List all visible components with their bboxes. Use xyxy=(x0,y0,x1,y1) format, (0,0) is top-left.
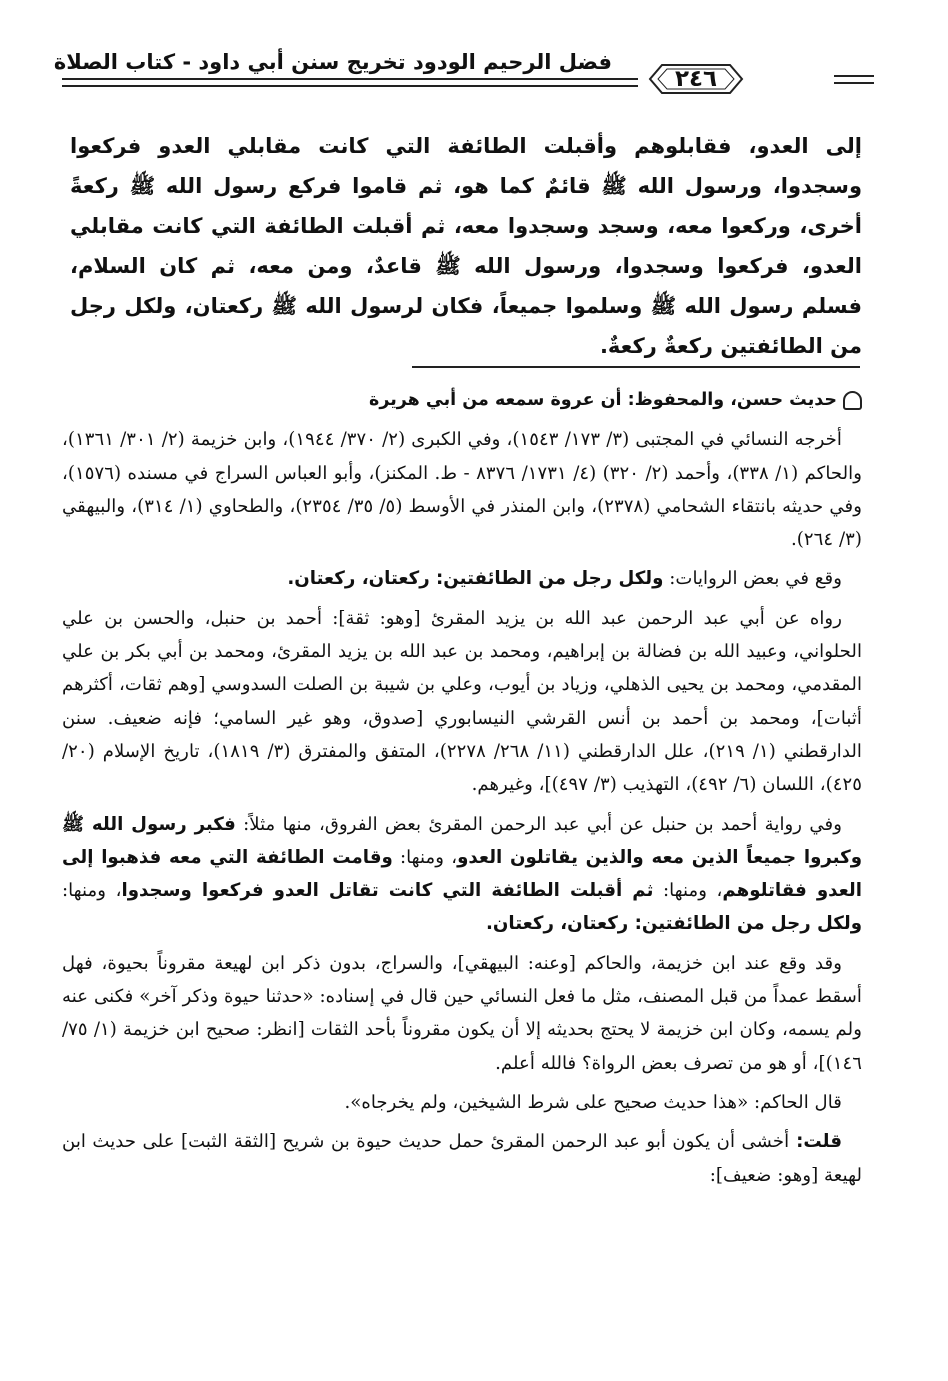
variant-quote: ولكل رجل من الطائفتين: ركعتان، ركعتان. xyxy=(485,913,862,935)
grade-line xyxy=(62,384,862,417)
ahmad-variant-paragraph xyxy=(62,808,862,941)
ahmad-variant-lead: وفي رواية أحمد بن حنبل عن أبي عبد الرحمن المقرئ بعض الفروق، منها مثلاً: xyxy=(235,813,843,835)
author-note-text: أخشى أن يكون أبو عبد الرحمن المقرئ حمل حديث حيوة بن شريح [الثقة الثبت] على حديث ابن لهيعة [وهو: ضعيف]: xyxy=(62,1131,862,1186)
narrators-paragraph: رواه عن أبي عبد الرحمن عبد الله بن يزيد المقرئ [وهو: ثقة]: أحمد بن حنبل، والحسن بن علي الحلواني، وعبيد الله بن فضالة بن إبراهيم، ومحمد بن عبد الله بن يزيد المقرئ، ومحمد بن أبي بكر بن علي المقدمي، ومحمد بن يحيى الذهلي، وزياد بن أيوب، وعلي بن شيبة بن الصلت السدوسي [وهم ثقات، أكثرهم أثبات]، ومحمد بن أحمد بن أنس القرشي النيسابوري [صدوق، وهو غير السامي؛ فإنه ضعيف. سنن الدارقطني (١/ ٢١٩)، علل الدارقطني (١١/ ٢٦٨/ ٢٢٧٨)، المتفق والمفترق (٣/ ١٨١٩)، تاريخ الإسلام (٢٠/ ٤٢٥)، اللسان (٦/ ٤٩٢)، التهذيب (٣/ ٤٩٧)]، وغيرهم. xyxy=(62,607,862,796)
page-number: ٢٤٦ xyxy=(674,66,718,92)
header-rule xyxy=(62,78,638,80)
variant-quote: ثم أقبلت الطائفة التي كانت تقاتل العدو فركعوا وسجدوا xyxy=(121,880,654,902)
author-note-lead: قلت: xyxy=(789,1131,842,1153)
commentary xyxy=(62,384,862,1198)
header-title: فضل الرحيم الودود تخريج سنن أبي داود - كتاب الصلاة xyxy=(53,50,612,74)
header-rule xyxy=(834,75,874,77)
hakim-paragraph: قال الحاكم: «هذا حديث صحيح على شرط الشيخين، ولم يخرجاه». xyxy=(344,1091,842,1113)
ibn-khuzaymah-paragraph: وقد وقع عند ابن خزيمة، والحاكم [وعنه: البيهقي]، والسراج، بدون ذكر ابن لهيعة مقروناً بحيوة، فهل أسقط عمداً من قبل المصنف، مثل ما فعل النسائي حين قال في إسناده: «حدثنا حيوة وذكر آخر» فكنى عنه ولم يسمه، وكان ابن خزيمة لا يحتج بحديثه إلا أن يكون مقروناً بأحد الثقات [انظر: صحيح ابن خزيمة (١/ ٧٥/ ١٤٦)]، أو هو من تصرف بعض الرواة؟ فالله أعلم. xyxy=(62,952,862,1074)
variant-quote: ولكل رجل من الطائفتين: ركعتان، ركعتان. xyxy=(287,568,664,590)
grade-ornament-icon xyxy=(843,391,862,410)
connector-text: ، ومنها: xyxy=(392,846,458,868)
header-rule xyxy=(62,85,638,87)
connector-text: ، ومنها: xyxy=(653,880,723,902)
hadith-grade: حديث حسن، والمحفوظ: أن عروة سمعه من أبي هريرة xyxy=(369,390,837,410)
variant-quote: وقامت الطائفة التي معه فذهبوا إلى العدو فقاتلوهم xyxy=(62,846,862,902)
page-number-badge xyxy=(648,62,744,96)
variant-paragraph xyxy=(62,562,862,595)
author-note-paragraph xyxy=(62,1125,862,1192)
connector-text: ، ومنها: xyxy=(62,880,122,902)
header-rule xyxy=(834,82,874,84)
takhrij-paragraph: أخرجه النسائي في المجتبى (٣/ ١٧٣/ ١٥٤٣)، وفي الكبرى (٢/ ٣٧٠/ ١٩٤٤)، وابن خزيمة (٢/ ٣٠١/ ١٣٦١)، والحاكم (١/ ٣٣٨)، وأحمد (٢/ ٣٢٠) (٤/ ١٧٣١/ ٨٣٧٦ - ط. المكنز)، وأبو العباس السراج في مسنده (١٥٧٦)، وفي حديثه بانتقاء الشحامي (٢٣٧٨)، وابن المنذر في الأوسط (٥/ ٣٥/ ٢٣٥٤)، والطحاوي (١/ ٣١٤)، والبيهقي (٣/ ٢٦٤). xyxy=(62,429,862,551)
variant-lead: وقع في بعض الروايات: xyxy=(663,568,842,590)
running-header xyxy=(53,44,874,104)
hadith-text: إلى العدو، فقابلوهم وأقبلت الطائفة التي كانت مقابلي العدو فركعوا وسجدوا، ورسول الله ﷺ قائمٌ كما هو، ثم قاموا فركع رسول الله ﷺ ركعةً أخرى، وركعوا معه، وسجد وسجدوا معه، ثم أقبلت الطائفة التي كانت مقابلي العدو، فركعوا وسجدوا، ورسول الله ﷺ قاعدٌ، ومن معه، ثم كان السلام، فسلم رسول الله ﷺ وسلموا جميعاً، فكان لرسول الله ﷺ ركعتان، ولكل رجل من الطائفتين ركعةٌ ركعةٌ. xyxy=(70,134,862,358)
variant-quote: فكبر رسول الله ﷺ وكبروا جميعاً الذين معه والذين يقاتلون العدو xyxy=(62,813,862,868)
footnote-divider xyxy=(412,366,860,368)
